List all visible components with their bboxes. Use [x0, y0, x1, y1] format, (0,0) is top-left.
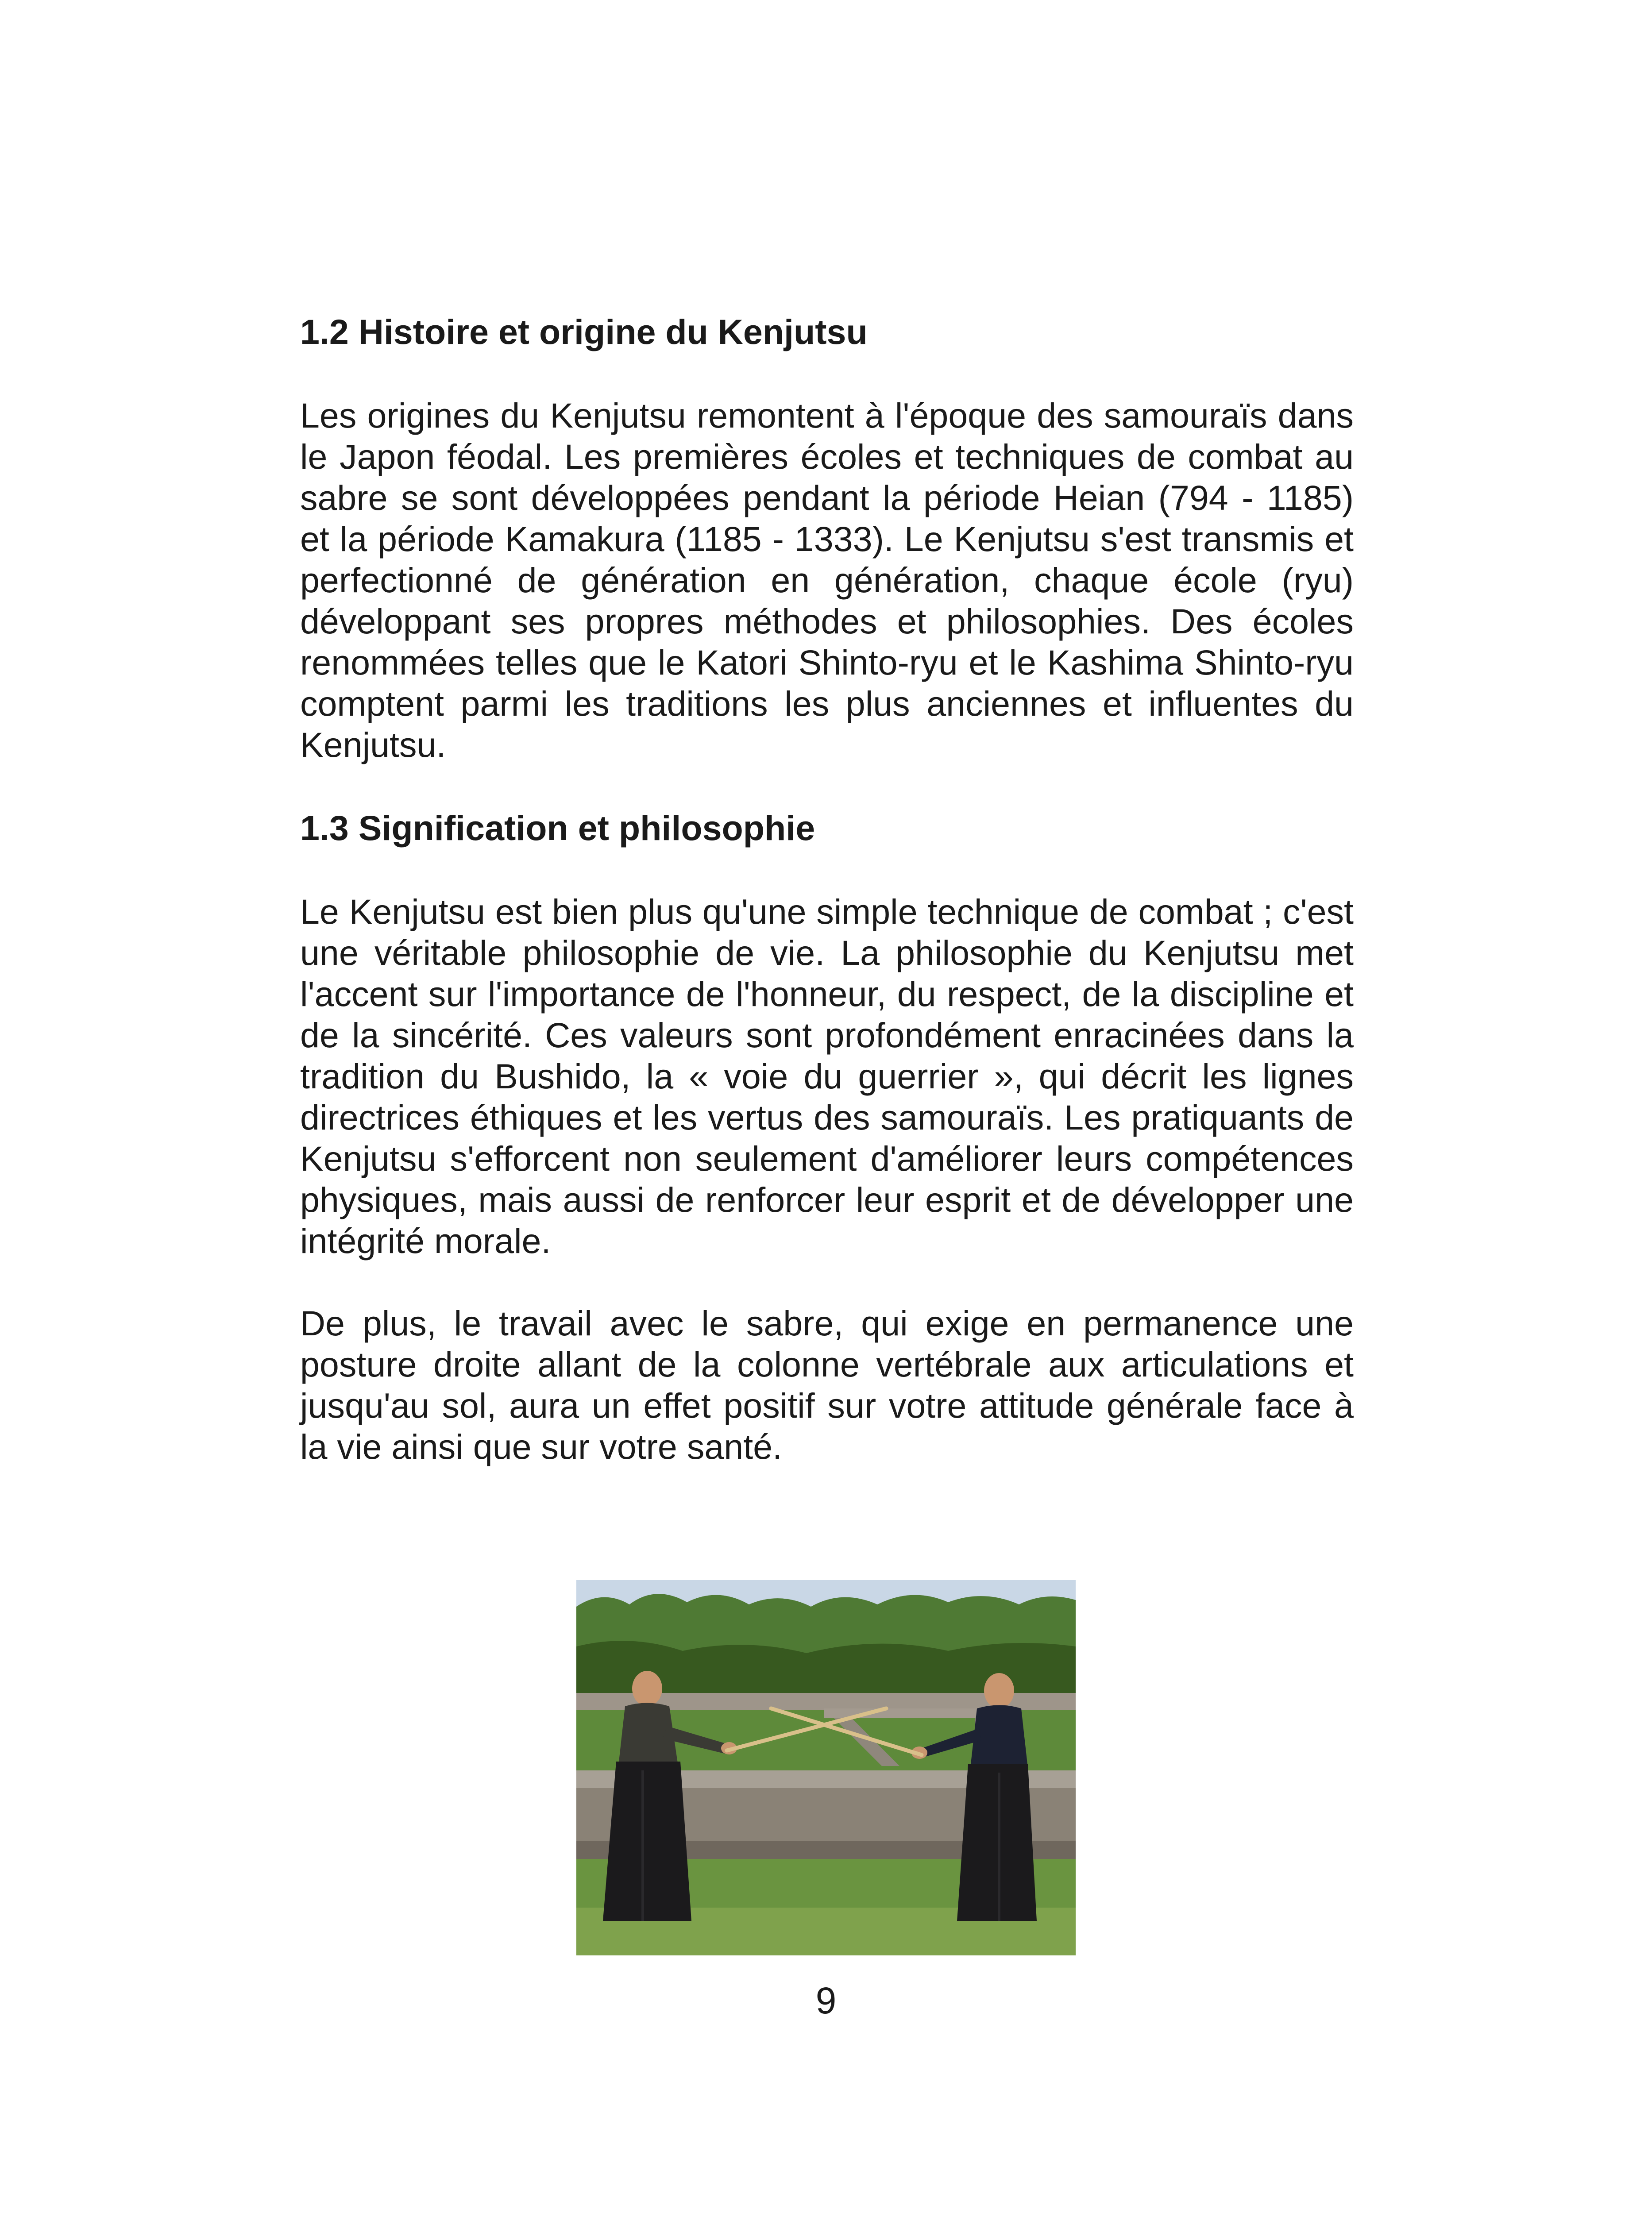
- section-heading-histoire: 1.2 Histoire et origine du Kenjutsu: [300, 312, 868, 351]
- section-heading-philosophie: 1.3 Signification et philosophie: [300, 808, 815, 848]
- kenjutsu-practice-photo: [576, 1580, 1076, 1955]
- paragraph-philosophie-1: Le Kenjutsu est bien plus qu'une simple technique de combat ; c'est une véritable philosophie de vie. La philosophie du Kenjutsu met l'accent sur l'importance de l'honneur, du respect, de la discipline et de la sincérité. Ces valeurs sont profondément enracinées dans la tradition du Bushido, la « voie du guerrier », qui décrit les lignes directrices éthiques et les vertus des samouraïs. Les pratiquants de Kenjutsu s'efforcent non seulement d'améliorer leurs compétences physiques, mais aussi de renforcer leur esprit et de développer une intégrité morale.: [300, 892, 1354, 1261]
- page-number: 9: [815, 1980, 837, 2021]
- paragraph-philosophie-2: De plus, le travail avec le sabre, qui exige en permanence une posture droite allant de la colonne vertébrale aux articulations et jusqu'au sol, aura un effet positif sur votre attitude générale face à la vie ainsi que sur votre santé.: [300, 1303, 1354, 1466]
- photo-illustration: [576, 1580, 1076, 1955]
- page-content: [300, 310, 1354, 1467]
- paragraph-histoire: Les origines du Kenjutsu remontent à l'époque des samouraïs dans le Japon féodal. Les premières écoles et techniques de combat au sabre se sont développées pendant la période Heian (794 - 1185) et la période Kamakura (1185 - 1333). Le Kenjutsu s'est transmis et perfectionné de génération en génération, chaque école (ryu) développant ses propres méthodes et philosophies. Des écoles renommées telles que le Katori Shinto-ryu et le Kashima Shinto-ryu comptent parmi les traditions les plus anciennes et influentes du Kenjutsu.: [300, 396, 1354, 764]
